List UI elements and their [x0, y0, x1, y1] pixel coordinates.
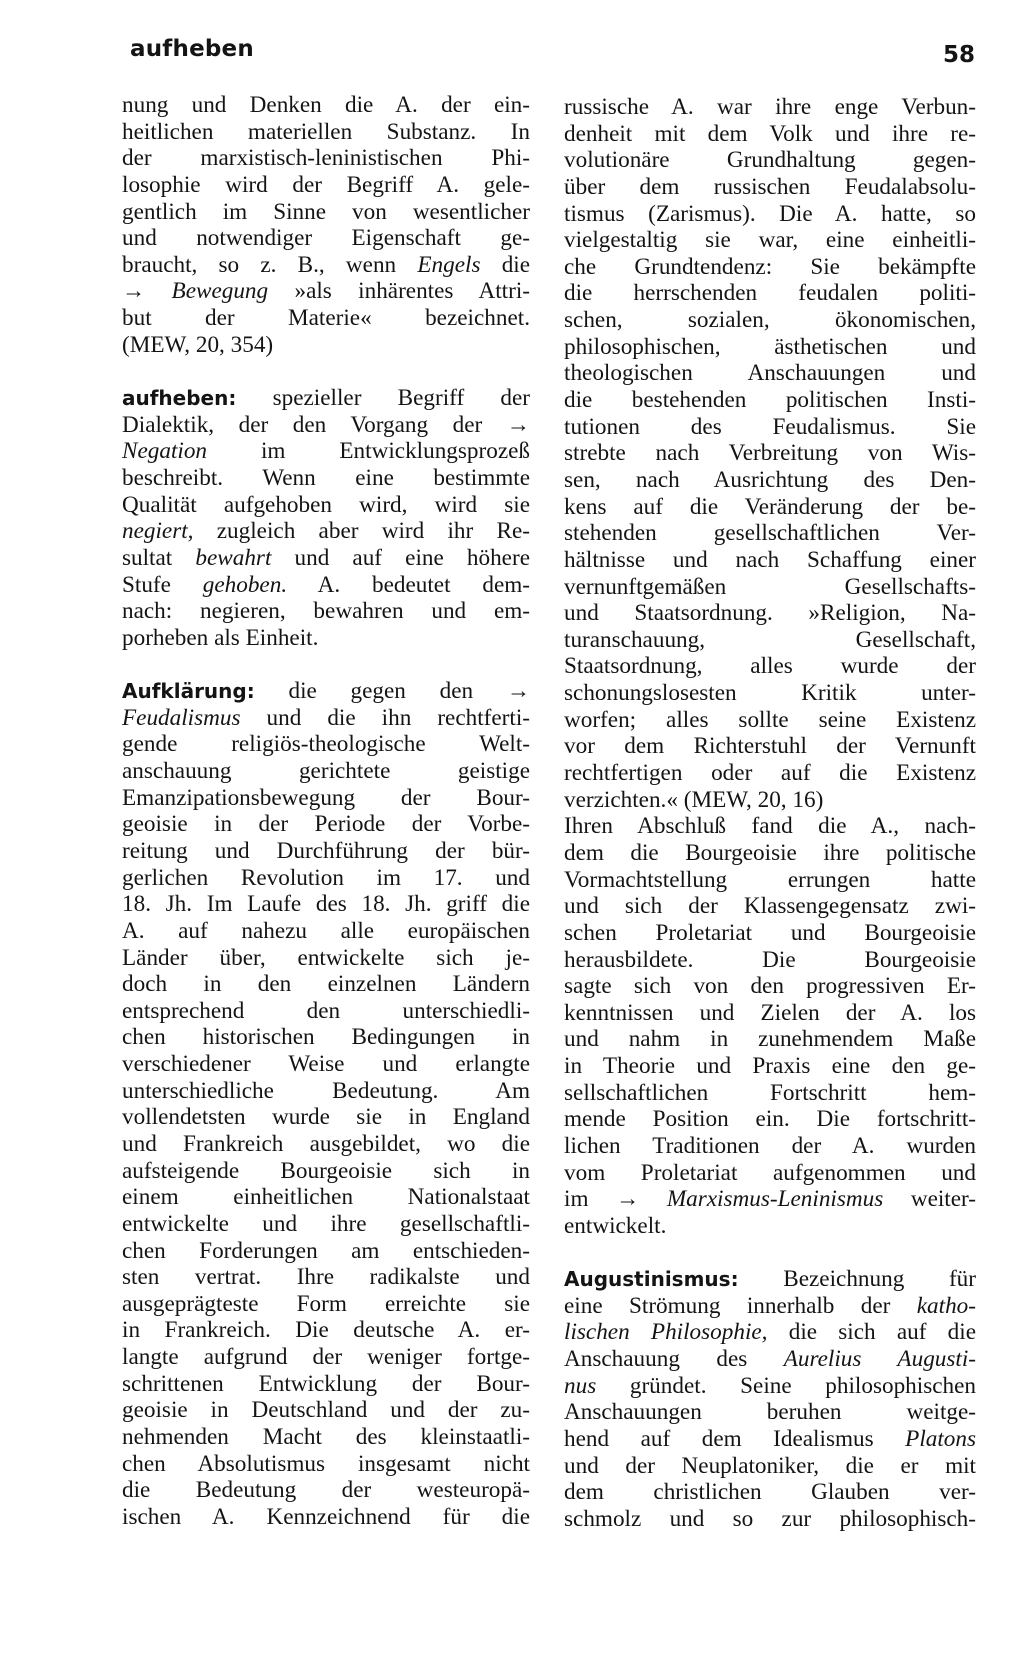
- text-line: negiert, zugleich aber wird ihr Re-: [122, 518, 530, 545]
- text-line: der marxistisch-leninistischen Phi-: [122, 145, 530, 172]
- text-line: nus gründet. Seine philosophischen: [564, 1372, 976, 1399]
- text-line: philosophischen, ästhetischen und: [564, 333, 976, 360]
- text-line: und der Neuplatoniker, die er mit: [564, 1452, 976, 1479]
- headword: aufheben:: [122, 386, 237, 411]
- text-line: porheben als Einheit.: [122, 624, 319, 651]
- text-line: sellschaftlichen Fortschritt hem-: [564, 1079, 976, 1106]
- text-line: die bestehenden politischen Insti-: [564, 387, 976, 414]
- crossref-aurelius-augustinus: Aurelius Augusti-: [783, 1346, 977, 1373]
- text-line: che Grundtendenz: Sie bekämpfte: [564, 253, 976, 280]
- text-line: die Bedeutung der westeuropä-: [122, 1477, 530, 1504]
- text-line: in Theorie und Praxis eine den ge-: [564, 1053, 976, 1080]
- text-line: entwickelt.: [564, 1212, 667, 1239]
- text-line: stehenden gesellschaftlichen Ver-: [564, 520, 976, 547]
- text-line: dem die Bourgeoisie ihre politische: [564, 839, 976, 866]
- text-line: denheit mit dem Volk und ihre re-: [564, 120, 976, 147]
- text-line: mende Position ein. Die fortschritt-: [564, 1106, 976, 1133]
- running-head: aufheben: [130, 36, 254, 62]
- headword: Augustinismus:: [564, 1267, 739, 1292]
- text-line: schen Proletariat und Bourgeoisie: [564, 919, 976, 946]
- text-line: gerlichen Revolution im 17. und: [122, 864, 530, 891]
- text-line: ausgeprägteste Form erreichte sie: [122, 1290, 530, 1317]
- text-line: Aufklärung: die gegen den →: [122, 678, 531, 705]
- text-line: geoisie in der Periode der Vorbe-: [122, 811, 530, 838]
- text-line: volutionäre Grundhaltung gegen-: [564, 147, 976, 174]
- arrow-icon: →: [122, 278, 146, 305]
- entry-aufheben: [122, 385, 530, 651]
- text-line: gende religiös-theologische Welt-: [122, 731, 530, 758]
- text-line: ischen A. Kennzeichnend für die: [122, 1503, 530, 1530]
- text-line: verzichten.« (MEW, 20, 16): [564, 786, 824, 813]
- text-line: lischen Philosophie, die sich auf die: [564, 1319, 976, 1346]
- entry-augustinismus: [564, 1266, 976, 1532]
- text-line: Anschauungen beruhen weitge-: [564, 1399, 976, 1426]
- text-line: Stufe gehoben. A. bedeutet dem-: [122, 571, 530, 598]
- text-line: sagte sich von den progressiven Er-: [564, 973, 976, 1000]
- text-line: hend auf dem Idealismus Platons: [564, 1426, 977, 1453]
- text-line: entwickelte und ihre gesellschaftli-: [122, 1210, 530, 1237]
- text-line: worfen; alles sollte seine Existenz: [564, 706, 976, 733]
- text-line: die herrschenden feudalen politi-: [564, 280, 976, 307]
- text-line: vielgestaltig sie war, eine einheitli-: [564, 227, 976, 254]
- text-line: losophie wird der Begriff A. gele-: [122, 171, 530, 198]
- text-line: schrittenen Entwicklung der Bour-: [122, 1370, 530, 1397]
- text-line: geoisie in Deutschland und der zu-: [122, 1397, 530, 1424]
- text-line: aufheben: spezieller Begriff der: [122, 385, 530, 412]
- text-line: strebte nach Verbreitung von Wis-: [564, 440, 976, 467]
- text-line: und Staatsordnung. »Religion, Na-: [564, 600, 976, 627]
- crossref-bewegung: Bewegung: [171, 278, 269, 305]
- text-line: tismus (Zarismus). Die A. hatte, so: [564, 200, 976, 227]
- text-line: but der Materie« bezeichnet.: [122, 305, 530, 332]
- text-line: braucht, so z. B., wenn Engels die: [122, 251, 531, 278]
- text-line: Staatsordnung, alles wurde der: [564, 653, 976, 680]
- crossref-platons: Platons: [905, 1426, 977, 1453]
- text-line: Dialektik, der den Vorgang der →: [122, 411, 530, 438]
- text-line: verschiedener Weise und erlangte: [122, 1051, 530, 1078]
- text-line: chen Absolutismus insgesamt nicht: [122, 1450, 530, 1477]
- text-line: einem einheitlichen Nationalstaat: [122, 1184, 530, 1211]
- text-line: hältnisse und nach Schaffung einer: [564, 546, 976, 573]
- text-line: und Frankreich ausgebildet, wo die: [122, 1130, 530, 1157]
- text-line: schonungslosesten Kritik unter-: [564, 680, 976, 707]
- text-line: doch in den einzelnen Ländern: [122, 971, 530, 998]
- text-line: gentlich im Sinne von wesentlicher: [122, 198, 530, 225]
- entry-continuation: [122, 92, 530, 358]
- text-line: nehmenden Macht des kleinstaatli-: [122, 1424, 530, 1451]
- text-line: beschreibt. Wenn eine bestimmte: [122, 464, 530, 491]
- entry-aufklaerung-continuation: [564, 94, 976, 1240]
- text-line: sultat bewahrt und auf eine höhere: [122, 544, 530, 571]
- text-line: 18. Jh. Im Laufe des 18. Jh. griff die: [122, 891, 530, 918]
- text-line: und notwendiger Eigenschaft ge-: [122, 225, 530, 252]
- text-line: → Bewegung »als inhärentes Attri-: [122, 278, 531, 305]
- text-line: und sich der Klassengegensatz zwi-: [564, 893, 976, 920]
- text-line: tutionen des Feudalismus. Sie: [564, 413, 976, 440]
- left-column: [122, 92, 530, 1531]
- text-line: nung und Denken die A. der ein-: [122, 92, 530, 118]
- text-line: rechtfertigen oder auf die Existenz: [564, 760, 976, 787]
- text-line: über dem russischen Feudalabsolu-: [564, 173, 976, 200]
- text-line: dem christlichen Glauben ver-: [564, 1479, 976, 1506]
- text-line: turanschauung, Gesellschaft,: [564, 626, 976, 653]
- text-line: lichen Traditionen der A. wurden: [564, 1132, 976, 1159]
- text-line: aufsteigende Bourgeoisie sich in: [122, 1157, 530, 1184]
- text-line: langte aufgrund der weniger fortge-: [122, 1344, 530, 1371]
- text-line: Ihren Abschluß fand die A., nach-: [564, 813, 976, 840]
- text-line: sten vertrat. Ihre radikalste und: [122, 1264, 530, 1291]
- text-line: anschauung gerichtete geistige: [122, 758, 530, 785]
- text-line: nach: negieren, bewahren und em-: [122, 598, 530, 625]
- text-line: Qualität aufgehoben wird, wird sie: [122, 491, 530, 518]
- page-number: 58: [943, 42, 976, 68]
- entry-aufklaerung: [122, 678, 530, 1531]
- text-line: sen, nach Ausrichtung des Den-: [564, 466, 976, 493]
- text-line: Länder über, entwickelte sich je-: [122, 944, 530, 971]
- text-line: Vormachtstellung errungen hatte: [564, 866, 976, 893]
- text-line: A. auf nahezu alle europäischen: [122, 917, 530, 944]
- text-line: in Frankreich. Die deutsche A. er-: [122, 1317, 530, 1344]
- text-line: entsprechend den unterschiedli-: [122, 997, 530, 1024]
- text-line: kens auf die Veränderung der be-: [564, 493, 976, 520]
- text-line: schen, sozialen, ökonomischen,: [564, 307, 976, 334]
- crossref-feudalismus: Feudalismus: [122, 704, 241, 731]
- text-line: heitlichen materiellen Substanz. In: [122, 118, 530, 145]
- text-line: vernunftgemäßen Gesellschafts-: [564, 573, 976, 600]
- crossref-katholische-philosophie: katho-: [916, 1292, 976, 1319]
- text-line: im → Marxismus-Leninismus weiter-: [564, 1186, 977, 1213]
- text-line: Emanzipationsbewegung der Bour-: [122, 784, 530, 811]
- text-line: eine Strömung innerhalb der katho-: [564, 1292, 976, 1319]
- text-line: vom Proletariat aufgenommen und: [564, 1159, 976, 1186]
- text-line: Anschauung des Aurelius Augusti-: [564, 1346, 977, 1373]
- text-line: russische A. war ihre enge Verbun-: [564, 94, 976, 120]
- text-line: unterschiedliche Bedeutung. Am: [122, 1077, 530, 1104]
- text-line: vollendetsten wurde sie in England: [122, 1104, 530, 1131]
- crossref-negation: Negation: [122, 438, 208, 465]
- text-line: chen Forderungen am entschieden-: [122, 1237, 530, 1264]
- text-line: (MEW, 20, 354): [122, 331, 274, 358]
- text-line: schmolz und so zur philosophisch-: [564, 1505, 976, 1532]
- headword: Aufklärung:: [122, 679, 255, 704]
- text-line: vor dem Richterstuhl der Vernunft: [564, 733, 976, 760]
- text-line: Negation im Entwicklungsprozeß: [122, 438, 530, 465]
- arrow-icon: →: [616, 1186, 640, 1213]
- text-line: reitung und Durchführung der bür-: [122, 837, 530, 864]
- text-line: kenntnissen und Zielen der A. los: [564, 999, 976, 1026]
- crossref-marxismus-leninismus: Marxismus-Leninismus: [666, 1186, 884, 1213]
- text-line: Feudalismus und die ihn rechtferti-: [122, 704, 530, 731]
- text-line: theologischen Anschauungen und: [564, 360, 976, 387]
- crossref-engels: Engels: [417, 251, 481, 278]
- text-line: chen historischen Bedingungen in: [122, 1024, 530, 1051]
- text-line: und nahm in zunehmendem Maße: [564, 1026, 976, 1053]
- right-column: [564, 94, 976, 1533]
- text-line: Augustinismus: Bezeichnung für: [564, 1266, 976, 1293]
- text-line: herausbildete. Die Bourgeoisie: [564, 946, 976, 973]
